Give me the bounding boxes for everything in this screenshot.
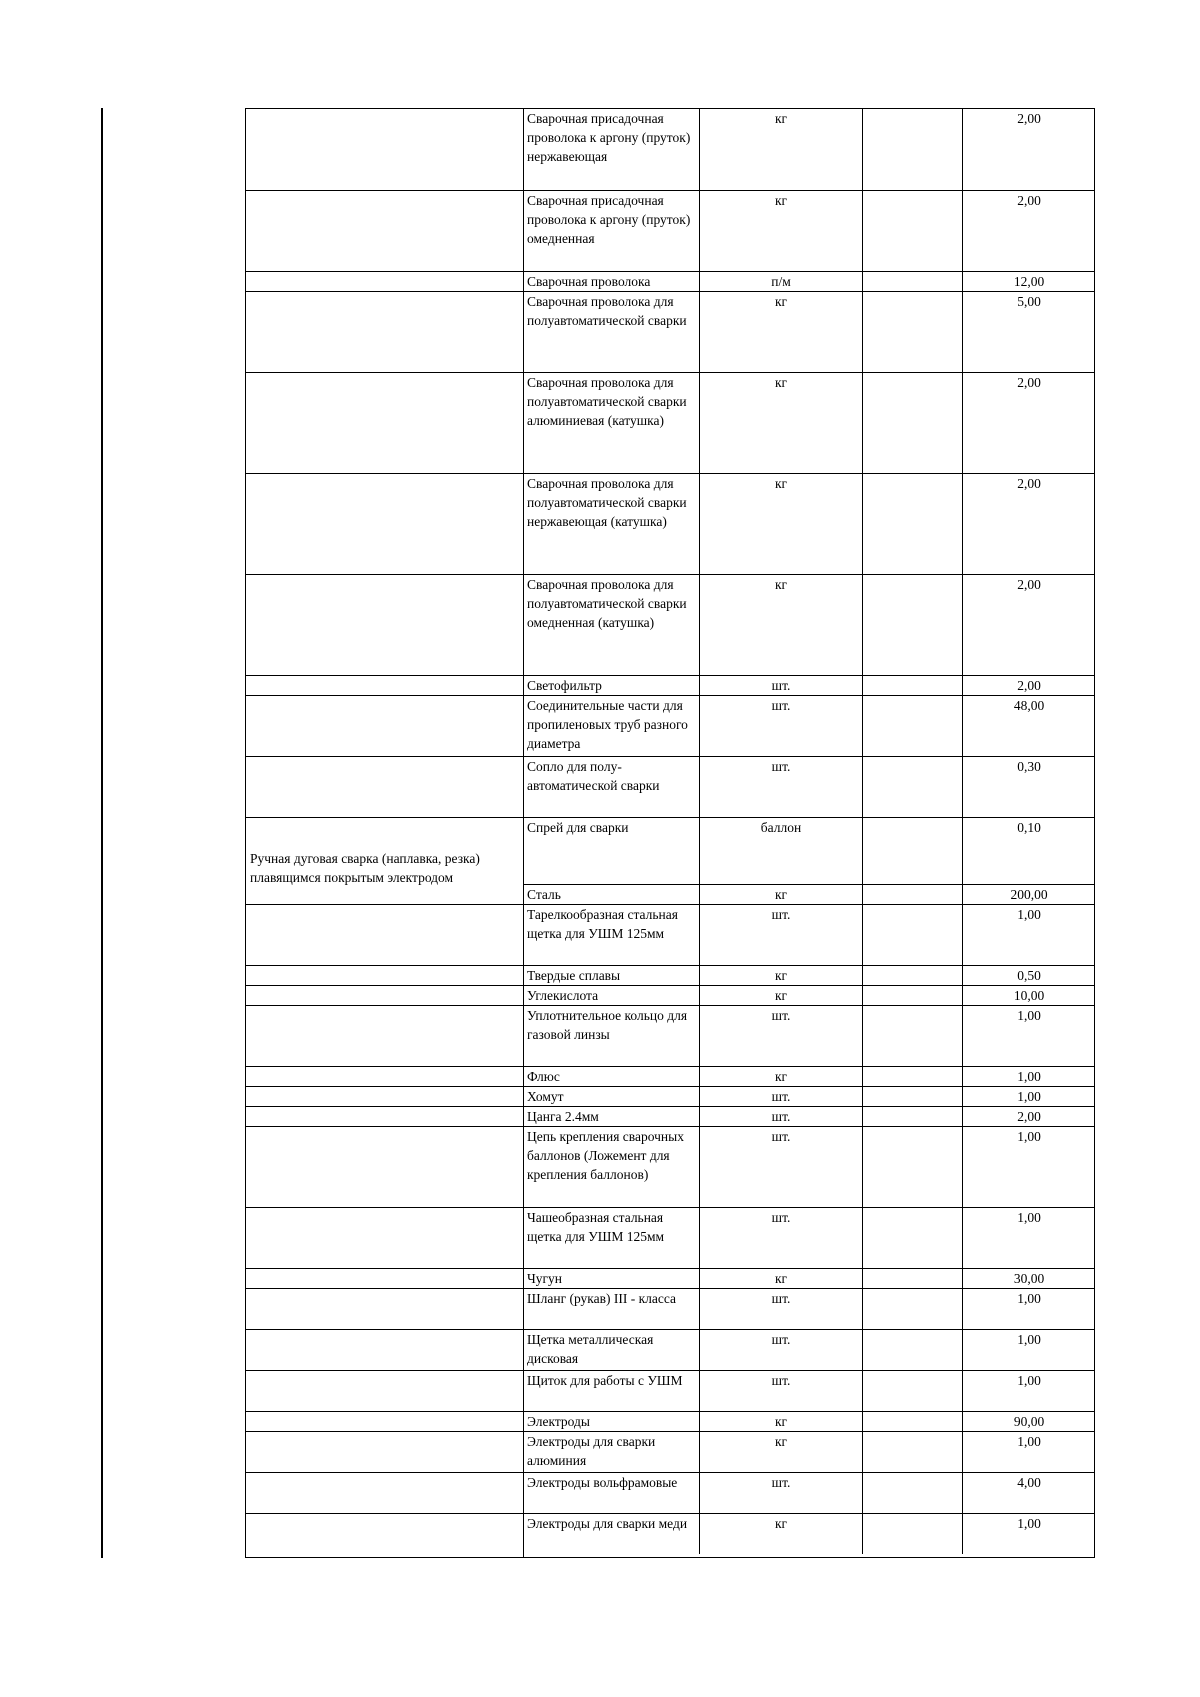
table-row — [524, 1513, 1095, 1554]
empty-cell — [862, 1514, 962, 1554]
unit-cell: кг — [699, 191, 862, 271]
row-divider — [246, 574, 524, 575]
row-divider — [246, 1431, 524, 1432]
table-row — [524, 904, 1095, 965]
table-row — [524, 1370, 1095, 1411]
quantity-cell: 48,00 — [962, 696, 1095, 756]
empty-cell — [862, 1432, 962, 1472]
row-divider — [246, 1106, 524, 1107]
empty-cell — [862, 373, 962, 473]
unit-cell: шт. — [699, 757, 862, 817]
table-row — [524, 1472, 1095, 1513]
quantity-cell: 10,00 — [962, 986, 1095, 1005]
table-row — [524, 1126, 1095, 1207]
unit-cell: шт. — [699, 1127, 862, 1207]
row-divider — [246, 1268, 524, 1269]
material-name: Хомут — [527, 1089, 564, 1104]
material-name: Соединительные части для пропиленовых труб разного диаметра — [527, 698, 688, 751]
material-name: Электроды для сварки алюминия — [527, 1434, 656, 1468]
materials-rows — [524, 109, 1095, 1557]
material-name: Сопло для полу-автоматической сварки — [527, 759, 660, 793]
material-name: Спрей для сварки — [527, 820, 629, 835]
row-divider — [246, 1411, 524, 1412]
material-name: Щиток для работы с УШМ — [527, 1373, 683, 1388]
empty-cell — [862, 1067, 962, 1086]
row-divider — [246, 1329, 524, 1330]
page-margin-rule — [101, 108, 103, 1558]
unit-cell: кг — [699, 1432, 862, 1472]
materials-table — [245, 108, 1095, 1558]
quantity-cell: 2,00 — [962, 109, 1095, 190]
quantity-cell: 2,00 — [962, 474, 1095, 574]
unit-cell: шт. — [699, 1330, 862, 1370]
material-name: Сварочная проволока для полуавтоматической сварки — [527, 294, 687, 328]
empty-cell — [862, 1371, 962, 1411]
table-row — [524, 1431, 1095, 1472]
unit-cell: шт. — [699, 1289, 862, 1329]
material-name: Электроды — [527, 1414, 590, 1429]
row-divider — [246, 271, 524, 272]
material-name: Светофильтр — [527, 678, 602, 693]
material-name: Твердые сплавы — [527, 968, 621, 983]
empty-cell — [862, 191, 962, 271]
row-divider — [246, 675, 524, 676]
quantity-cell: 2,00 — [962, 191, 1095, 271]
material-name: Электроды для сварки меди — [527, 1516, 688, 1531]
quantity-cell: 2,00 — [962, 1107, 1095, 1126]
material-name: Тарелкообразная стальная щетка для УШМ 125мм — [527, 907, 678, 941]
unit-cell: кг — [699, 1412, 862, 1431]
empty-cell — [862, 905, 962, 965]
table-row — [524, 985, 1095, 1005]
table-row — [524, 1411, 1095, 1431]
quantity-cell: 1,00 — [962, 1067, 1095, 1086]
quantity-cell: 1,00 — [962, 1208, 1095, 1268]
quantity-cell: 1,00 — [962, 1371, 1095, 1411]
table-row — [524, 756, 1095, 817]
quantity-cell: 1,00 — [962, 1127, 1095, 1207]
table-row — [524, 1207, 1095, 1268]
table-row — [524, 1066, 1095, 1086]
material-name: Сталь — [527, 887, 561, 902]
quantity-cell: 2,00 — [962, 575, 1095, 675]
work-type-label: Ручная дуговая сварка (наплавка, резка) плавящимся покрытым электродом — [250, 851, 480, 885]
quantity-cell: 5,00 — [962, 292, 1095, 372]
table-row — [524, 1268, 1095, 1288]
row-divider — [246, 965, 524, 966]
row-divider — [246, 817, 524, 818]
material-name: Сварочная проволока для полуавтоматической сварки алюминиевая (катушка) — [527, 375, 687, 428]
row-divider — [246, 473, 524, 474]
table-row — [524, 884, 1095, 904]
quantity-cell: 90,00 — [962, 1412, 1095, 1431]
unit-cell: шт. — [699, 1107, 862, 1126]
table-row — [524, 1106, 1095, 1126]
table-row — [524, 291, 1095, 372]
quantity-cell: 30,00 — [962, 1269, 1095, 1288]
table-row — [524, 190, 1095, 271]
material-name: Сварочная присадочная проволока к аргону (пруток) нержавеющая — [527, 111, 691, 164]
unit-cell: шт. — [699, 676, 862, 695]
unit-cell: кг — [699, 966, 862, 985]
empty-cell — [862, 1208, 962, 1268]
quantity-cell: 1,00 — [962, 1006, 1095, 1066]
empty-cell — [862, 1006, 962, 1066]
table-row — [524, 1005, 1095, 1066]
material-name: Сварочная проволока для полуавтоматической сварки нержавеющая (катушка) — [527, 476, 687, 529]
table-row — [524, 965, 1095, 985]
empty-cell — [862, 272, 962, 291]
empty-cell — [862, 109, 962, 190]
empty-cell — [862, 1412, 962, 1431]
empty-cell — [862, 1107, 962, 1126]
empty-cell — [862, 1330, 962, 1370]
unit-cell: кг — [699, 1067, 862, 1086]
material-name: Цанга 2.4мм — [527, 1109, 599, 1124]
table-row — [524, 1288, 1095, 1329]
quantity-cell: 12,00 — [962, 272, 1095, 291]
row-divider — [246, 1472, 524, 1473]
empty-cell — [862, 1269, 962, 1288]
table-row — [524, 675, 1095, 695]
empty-cell — [862, 292, 962, 372]
row-divider — [246, 1126, 524, 1127]
unit-cell: шт. — [699, 1473, 862, 1513]
material-name: Углекислота — [527, 988, 599, 1003]
row-divider — [246, 695, 524, 696]
table-row — [524, 817, 1095, 884]
empty-cell — [862, 986, 962, 1005]
quantity-cell: 1,00 — [962, 1087, 1095, 1106]
unit-cell: п/м — [699, 272, 862, 291]
empty-cell — [862, 676, 962, 695]
empty-cell — [862, 818, 962, 884]
unit-cell: кг — [699, 575, 862, 675]
unit-cell: кг — [699, 885, 862, 904]
table-row — [524, 372, 1095, 473]
material-name: Сварочная проволока — [527, 274, 651, 289]
empty-cell — [862, 1127, 962, 1207]
unit-cell: шт. — [699, 1208, 862, 1268]
quantity-cell: 2,00 — [962, 676, 1095, 695]
unit-cell: шт. — [699, 1087, 862, 1106]
row-divider — [246, 190, 524, 191]
unit-cell: кг — [699, 1269, 862, 1288]
row-divider — [246, 1288, 524, 1289]
unit-cell: шт. — [699, 696, 862, 756]
material-name: Флюс — [527, 1069, 560, 1084]
row-divider — [246, 372, 524, 373]
quantity-cell: 1,00 — [962, 1289, 1095, 1329]
quantity-cell: 1,00 — [962, 1330, 1095, 1370]
empty-cell — [862, 966, 962, 985]
unit-cell: кг — [699, 986, 862, 1005]
row-divider — [246, 904, 524, 905]
material-name: Сварочная присадочная проволока к аргону (пруток) омедненная — [527, 193, 691, 246]
table-row — [524, 109, 1095, 190]
table-row — [524, 271, 1095, 291]
unit-cell: кг — [699, 373, 862, 473]
row-divider — [246, 756, 524, 757]
row-divider — [246, 1370, 524, 1371]
empty-cell — [862, 1473, 962, 1513]
material-name: Шланг (рукав) III - класса — [527, 1291, 677, 1306]
row-divider — [246, 1513, 524, 1514]
quantity-cell: 1,00 — [962, 1432, 1095, 1472]
empty-cell — [862, 885, 962, 904]
table-row — [524, 695, 1095, 756]
row-divider — [246, 1005, 524, 1006]
quantity-cell: 0,10 — [962, 818, 1095, 884]
empty-cell — [862, 1087, 962, 1106]
empty-cell — [862, 1289, 962, 1329]
empty-cell — [862, 474, 962, 574]
row-divider — [246, 985, 524, 986]
row-divider — [246, 1086, 524, 1087]
table-row — [524, 1329, 1095, 1370]
material-name: Цепь крепления сварочных баллонов (Ложемент для крепления баллонов) — [527, 1129, 684, 1182]
empty-cell — [862, 575, 962, 675]
quantity-cell: 4,00 — [962, 1473, 1095, 1513]
unit-cell: шт. — [699, 1371, 862, 1411]
table-row — [524, 1086, 1095, 1106]
unit-cell: баллон — [699, 818, 862, 884]
unit-cell: шт. — [699, 905, 862, 965]
empty-cell — [862, 757, 962, 817]
unit-cell: кг — [699, 474, 862, 574]
table-row — [524, 574, 1095, 675]
quantity-cell: 1,00 — [962, 1514, 1095, 1554]
unit-cell: кг — [699, 1514, 862, 1554]
work-type-column — [246, 109, 524, 1557]
row-divider — [246, 1207, 524, 1208]
row-divider — [246, 291, 524, 292]
material-name: Чугун — [527, 1271, 563, 1286]
material-name: Электроды вольфрамовые — [527, 1475, 678, 1490]
table-row — [524, 473, 1095, 574]
quantity-cell: 0,50 — [962, 966, 1095, 985]
unit-cell: шт. — [699, 1006, 862, 1066]
quantity-cell: 2,00 — [962, 373, 1095, 473]
material-name: Уплотнительное кольцо для газовой линзы — [527, 1008, 688, 1042]
quantity-cell: 1,00 — [962, 905, 1095, 965]
empty-cell — [862, 696, 962, 756]
material-name: Щетка металлическая дисковая — [527, 1332, 654, 1366]
quantity-cell: 200,00 — [962, 885, 1095, 904]
material-name: Чашеобразная стальная щетка для УШМ 125мм — [527, 1210, 665, 1244]
material-name: Сварочная проволока для полуавтоматической сварки омедненная (катушка) — [527, 577, 687, 630]
row-divider — [246, 1066, 524, 1067]
unit-cell: кг — [699, 292, 862, 372]
quantity-cell: 0,30 — [962, 757, 1095, 817]
unit-cell: кг — [699, 109, 862, 190]
